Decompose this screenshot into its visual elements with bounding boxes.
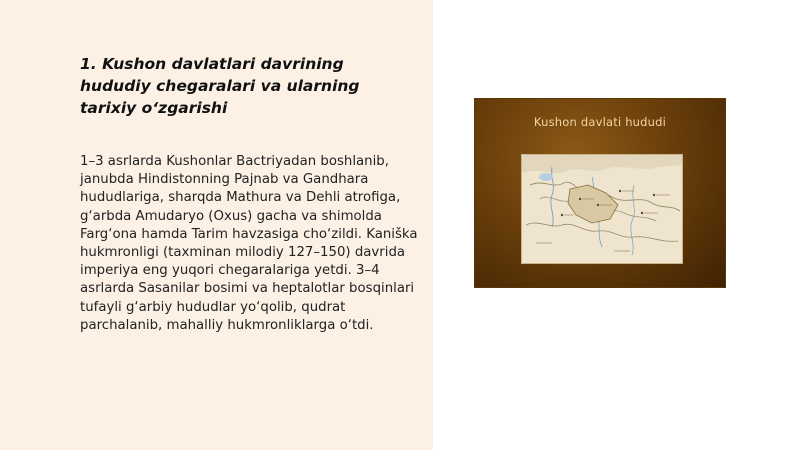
map-slide-title: Kushon davlati hududi: [533, 115, 667, 129]
kushan-map-slide-image: [475, 99, 725, 287]
section-body-text: 1–3 asrlarda Kushonlar Bactriyadan boshlanib, janubda Hindistonning Pajnab va Gandhara hududlariga, sharqda Mathura va Dehli atrofiga, g‘arbda Amudaryo (Oxus) gacha va shimolda Farg‘ona hamda Tarim havzasiga cho‘zildi. Kaniška hukmronligi (taxminan milodiy 127–150) davrida imperiya eng yuqori chegaralariga yetdi. 3–4 asrlarda Sasanilar bosimi va heptalotlar bosqinlari tufayli g‘arbiy hududlar yo‘qolib, qudrat parchalanib, mahalliy hukmronliklarga o‘tdi.: [80, 154, 418, 333]
map-graphic: [522, 155, 682, 263]
map-illustration: [521, 154, 683, 264]
section-heading: 1. Kushon davlatlari davrining hududiy chegaralari va ularning tarixiy o‘zgarishi: [80, 55, 360, 117]
